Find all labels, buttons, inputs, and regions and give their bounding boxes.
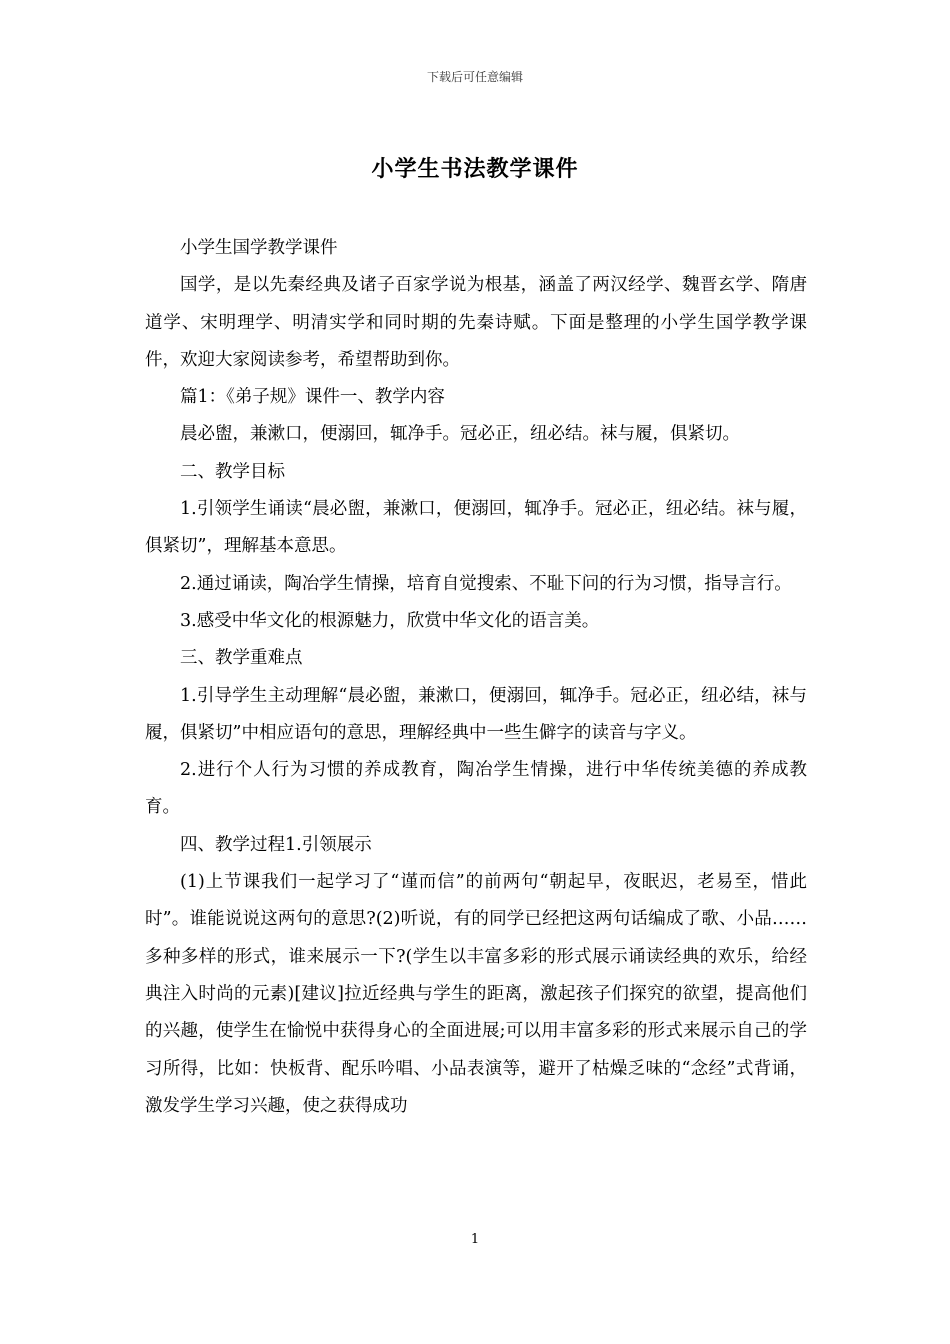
paragraph: 二、教学目标 (180, 461, 285, 482)
paragraph: (1)上节课我们一起学习了“谨而信”的前两句“朝起早，夜眠迟，老易至，惜此时”。谁能说说这两句的意思?(2)听说，有的同学已经把这两句话编成了歌、小品……多种多样的形式，谁来展示一下?(学生以丰富多彩的形式展示诵读经典的欢乐，给经典注入时尚的元素)[建议]拉近经典与学生的距离，激起孩子们探究的欲望，提高他们的兴趣，使学生在愉悦中获得身心的全面进展;可以用丰富多彩的形式来展示自己的学习所得，比如：快板背、配乐吟唱、小品表演等，避开了枯燥乏味的“念经”式背诵，激发学生学习兴趣，使之获得成功 (145, 872, 807, 1116)
paragraph: 小学生国学教学课件 (180, 238, 338, 258)
paragraph: 1.引领学生诵读“晨必盥，兼漱口，便溺回，辄净手。冠必正，纽必结。袜与履，俱紧切”，理解基本意思。 (145, 499, 807, 557)
page-number: 1 (470, 1232, 480, 1247)
paragraph: 四、教学过程1.引领展示 (180, 834, 372, 855)
paragraph: 三、教学重难点 (180, 648, 303, 669)
paragraph: 3.感受中华文化的根源魅力，欣赏中华文化的语言美。 (180, 610, 600, 631)
document-title: 小学生书法教学课件 (371, 156, 579, 182)
paragraph: 1.引导学生主动理解“晨必盥，兼漱口，便溺回，辄净手。冠必正，纽必结，袜与履，俱紧切”中相应语句的意思，理解经典中一些生僻字的读音与字义。 (145, 685, 807, 743)
page-header: 下载后可任意编辑 (426, 70, 523, 84)
paragraph: 2.通过诵读，陶冶学生情操，培育自觉搜索、不耻下问的行为习惯，指导言行。 (180, 573, 792, 594)
paragraph: 2.进行个人行为习惯的养成教育，陶冶学生情操，进行中华传统美德的养成教育。 (145, 760, 807, 818)
paragraph: 国学，是以先秦经典及诸子百家学说为根基，涵盖了两汉经学、魏晋玄学、隋唐道学、宋明理学、明清实学和同时期的先秦诗赋。下面是整理的小学生国学教学课件，欢迎大家阅读参考，希望帮助到你。 (145, 275, 807, 370)
document-body (145, 230, 807, 1125)
paragraph: 篇1：《弟子规》课件一、教学内容 (180, 387, 445, 408)
paragraph: 晨必盥，兼漱口，便溺回，辄净手。冠必正，纽必结。袜与履，俱紧切。 (180, 424, 740, 445)
